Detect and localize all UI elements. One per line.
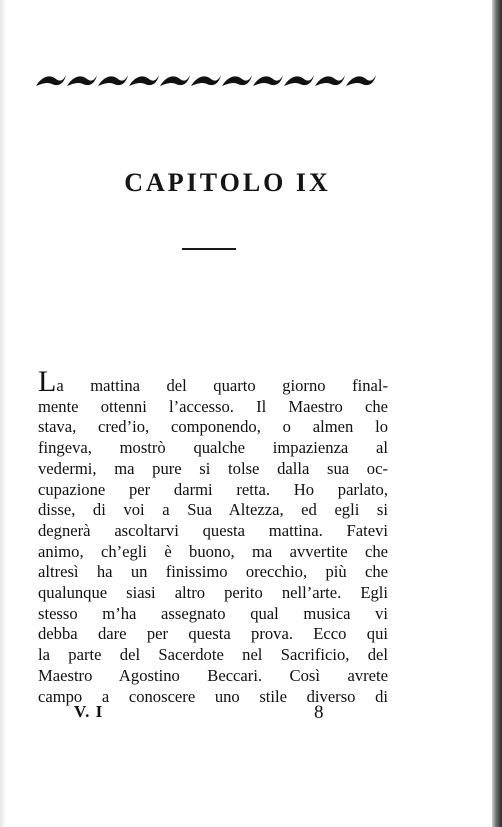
wave-ornament [30,66,380,94]
paragraph-line: fingeva, mostrò qualche impazienza al [38,438,388,458]
wave-ornament-segment [129,75,159,86]
wave-ornament-segment [315,75,345,86]
wave-ornament-segment [98,75,128,86]
chapter-rule [182,248,236,250]
wave-ornament-segment [346,75,376,86]
paragraph-line: Maestro Agostino Beccari. Così avrete [38,665,388,685]
wave-ornament-segment [191,75,221,86]
wave-ornament-segment [284,75,314,86]
chapter-paragraph [38,365,388,707]
paragraph-line: vedermi, ma pure si tolse dalla sua oc- [38,458,388,478]
paragraph-line: campo a conoscere uno stile diverso di [38,686,388,706]
paragraph-line: degnerà ascoltarvi questa mattina. Fatevi [38,520,388,540]
drop-cap: L [38,365,57,398]
paragraph-line: La mattina del quarto giorno final- [38,365,388,398]
signature-mark: V. I [74,702,104,721]
wave-ornament-segment [253,75,283,86]
wave-ornament-segment [67,75,97,86]
paragraph-line: qualunque siasi altro perito nell’arte. Egli [38,583,388,603]
wave-ornament-segment [36,75,66,86]
paragraph-line: mente ottenni l’accesso. Il Maestro che [38,396,388,416]
paragraph-line: la parte del Sacerdote nel Sacrificio, del [38,645,388,665]
paragraph-line: stava, cred’io, componendo, o almen lo [38,417,388,437]
paragraph-line: debba dare per questa prova. Ecco qui [38,624,388,644]
page-footer [74,702,334,724]
wave-ornament-segment [222,75,252,86]
scan-edge-shadow [492,0,502,827]
paragraph-line: altresì ha un finissimo orecchio, più che [38,562,388,582]
paragraph-line: cupazione per darmi retta. Ho parlato, [38,479,388,499]
paragraph-line: animo, ch’egli è buono, ma avvertite che [38,541,388,561]
paragraph-line: disse, di voi a Sua Altezza, ed egli si [38,500,388,520]
page-gutter-shadow [0,0,6,827]
paragraph-line: stesso m’ha assegnato qual musica vi [38,603,388,623]
wave-ornament-segment [160,75,190,86]
page-number: 8 [314,702,324,723]
chapter-title: CAPITOLO IX [124,168,331,197]
